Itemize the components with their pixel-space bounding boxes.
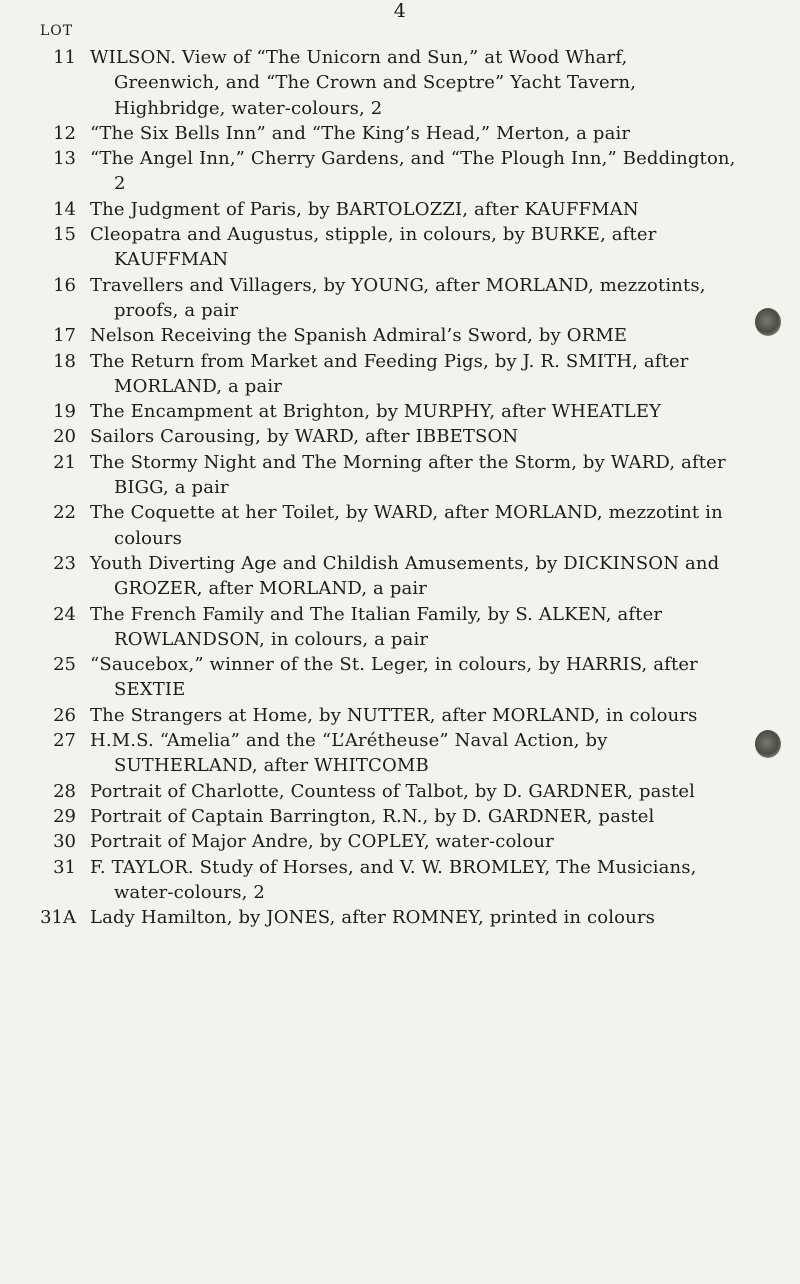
- lot-number: 17: [53, 325, 76, 347]
- lot-number: 21: [53, 451, 76, 473]
- lot-description: Nelson Receiving the Spanish Admiral’s Sword, by ORME: [90, 325, 628, 347]
- lot-description: WILSON. View of “The Unicorn and Sun,” at Wood Wharf, Greenwich, and “The Crown and Sceptre” Yacht Tavern, Highbridge, water-colours, 2: [90, 47, 637, 119]
- lot-entry: [0, 273, 800, 324]
- lot-description: The Judgment of Paris, by BARTOLOZZI, after KAUFFMAN: [90, 198, 639, 220]
- lot-description: Youth Diverting Age and Childish Amusements, by DICKINSON and GROZER, after MORLAND, a pair: [90, 552, 720, 600]
- lot-entry: [0, 121, 800, 146]
- lot-entry: [0, 45, 800, 121]
- lot-entry: [0, 323, 800, 348]
- lot-number: 15: [53, 224, 76, 246]
- lot-entry: [0, 855, 800, 906]
- lot-number: 26: [53, 704, 76, 726]
- lot-description: Sailors Carousing, by WARD, after IBBETSON: [90, 426, 519, 448]
- lot-description: The Return from Market and Feeding Pigs, by J. R. SMITH, after MORLAND, a pair: [90, 350, 689, 397]
- lot-description: “The Angel Inn,” Cherry Gardens, and “The Plough Inn,” Beddington, 2: [90, 148, 736, 195]
- lot-entry: [0, 652, 800, 703]
- lot-number: 19: [53, 401, 76, 423]
- lot-description: The Stormy Night and The Morning after the Storm, by WARD, after BIGG, a pair: [90, 451, 726, 499]
- lot-number: 14: [53, 198, 76, 220]
- lot-entry: [0, 804, 800, 829]
- lot-number: 20: [53, 426, 76, 448]
- lot-description: “Saucebox,” winner of the St. Leger, in colours, by HARRIS, after SEXTIE: [90, 654, 698, 701]
- lot-description: Cleopatra and Augustus, stipple, in colours, by BURKE, after KAUFFMAN: [90, 224, 657, 271]
- lot-number: 22: [53, 502, 76, 524]
- lot-number: 29: [53, 805, 76, 827]
- lot-entry: [0, 728, 800, 779]
- lot-number: 24: [53, 603, 76, 625]
- lot-entry: [0, 399, 800, 424]
- lot-entry: [0, 146, 800, 197]
- lot-description: Lady Hamilton, by JONES, after ROMNEY, printed in colours: [90, 907, 656, 929]
- lot-entry: [0, 602, 800, 653]
- lot-entry: [0, 703, 800, 728]
- lot-entry: [0, 450, 800, 501]
- lot-number: 31A: [40, 907, 76, 929]
- lot-entry: [0, 349, 800, 400]
- lot-entry: [0, 829, 800, 854]
- lot-number: 27: [53, 730, 76, 752]
- lot-entry: [0, 222, 800, 273]
- lot-description: The French Family and The Italian Family, by S. ALKEN, after ROWLANDSON, in colours, a pair: [90, 603, 663, 650]
- lot-description: The Encampment at Brighton, by MURPHY, after WHEATLEY: [90, 401, 662, 423]
- lot-description: Travellers and Villagers, by YOUNG, after MORLAND, mezzotints, proofs, a pair: [90, 274, 706, 321]
- lot-entry: [0, 197, 800, 222]
- lot-number: 23: [53, 552, 76, 574]
- lot-number: 11: [53, 47, 76, 68]
- lot-description: Portrait of Charlotte, Countess of Talbot, by D. GARDNER, pastel: [90, 780, 696, 802]
- page-number: 4: [393, 0, 407, 22]
- lot-number: 18: [53, 350, 76, 372]
- lot-number: 16: [53, 274, 76, 296]
- lot-description: H.M.S. “Amelia” and the “L’Arétheuse” Naval Action, by SUTHERLAND, after WHITCOMB: [90, 730, 608, 777]
- lot-entry: [0, 905, 800, 930]
- lot-entry: [0, 500, 800, 551]
- lot-number: 31: [53, 856, 76, 878]
- lot-description: “The Six Bells Inn” and “The King’s Head,” Merton, a pair: [90, 122, 631, 144]
- lot-column-header: LOT: [40, 23, 74, 39]
- lot-description: F. TAYLOR. Study of Horses, and V. W. BROMLEY, The Musicians, water-colours, 2: [90, 856, 697, 903]
- lot-description: Portrait of Captain Barrington, R.N., by D. GARDNER, pastel: [90, 805, 655, 827]
- lot-entry: [0, 551, 800, 602]
- lot-number: 28: [53, 780, 76, 802]
- lot-description: The Strangers at Home, by NUTTER, after MORLAND, in colours: [90, 704, 698, 726]
- lot-description: The Coquette at her Toilet, by WARD, after MORLAND, mezzotint in colours: [90, 502, 723, 549]
- lot-entry: [0, 424, 800, 449]
- lot-entry: [0, 779, 800, 804]
- lot-number: 12: [53, 122, 76, 144]
- lot-number: 25: [53, 654, 76, 676]
- lot-list: [0, 45, 800, 930]
- lot-number: 30: [53, 831, 76, 853]
- lot-description: Portrait of Major Andre, by COPLEY, water-colour: [90, 831, 554, 853]
- lot-number: 13: [53, 148, 76, 170]
